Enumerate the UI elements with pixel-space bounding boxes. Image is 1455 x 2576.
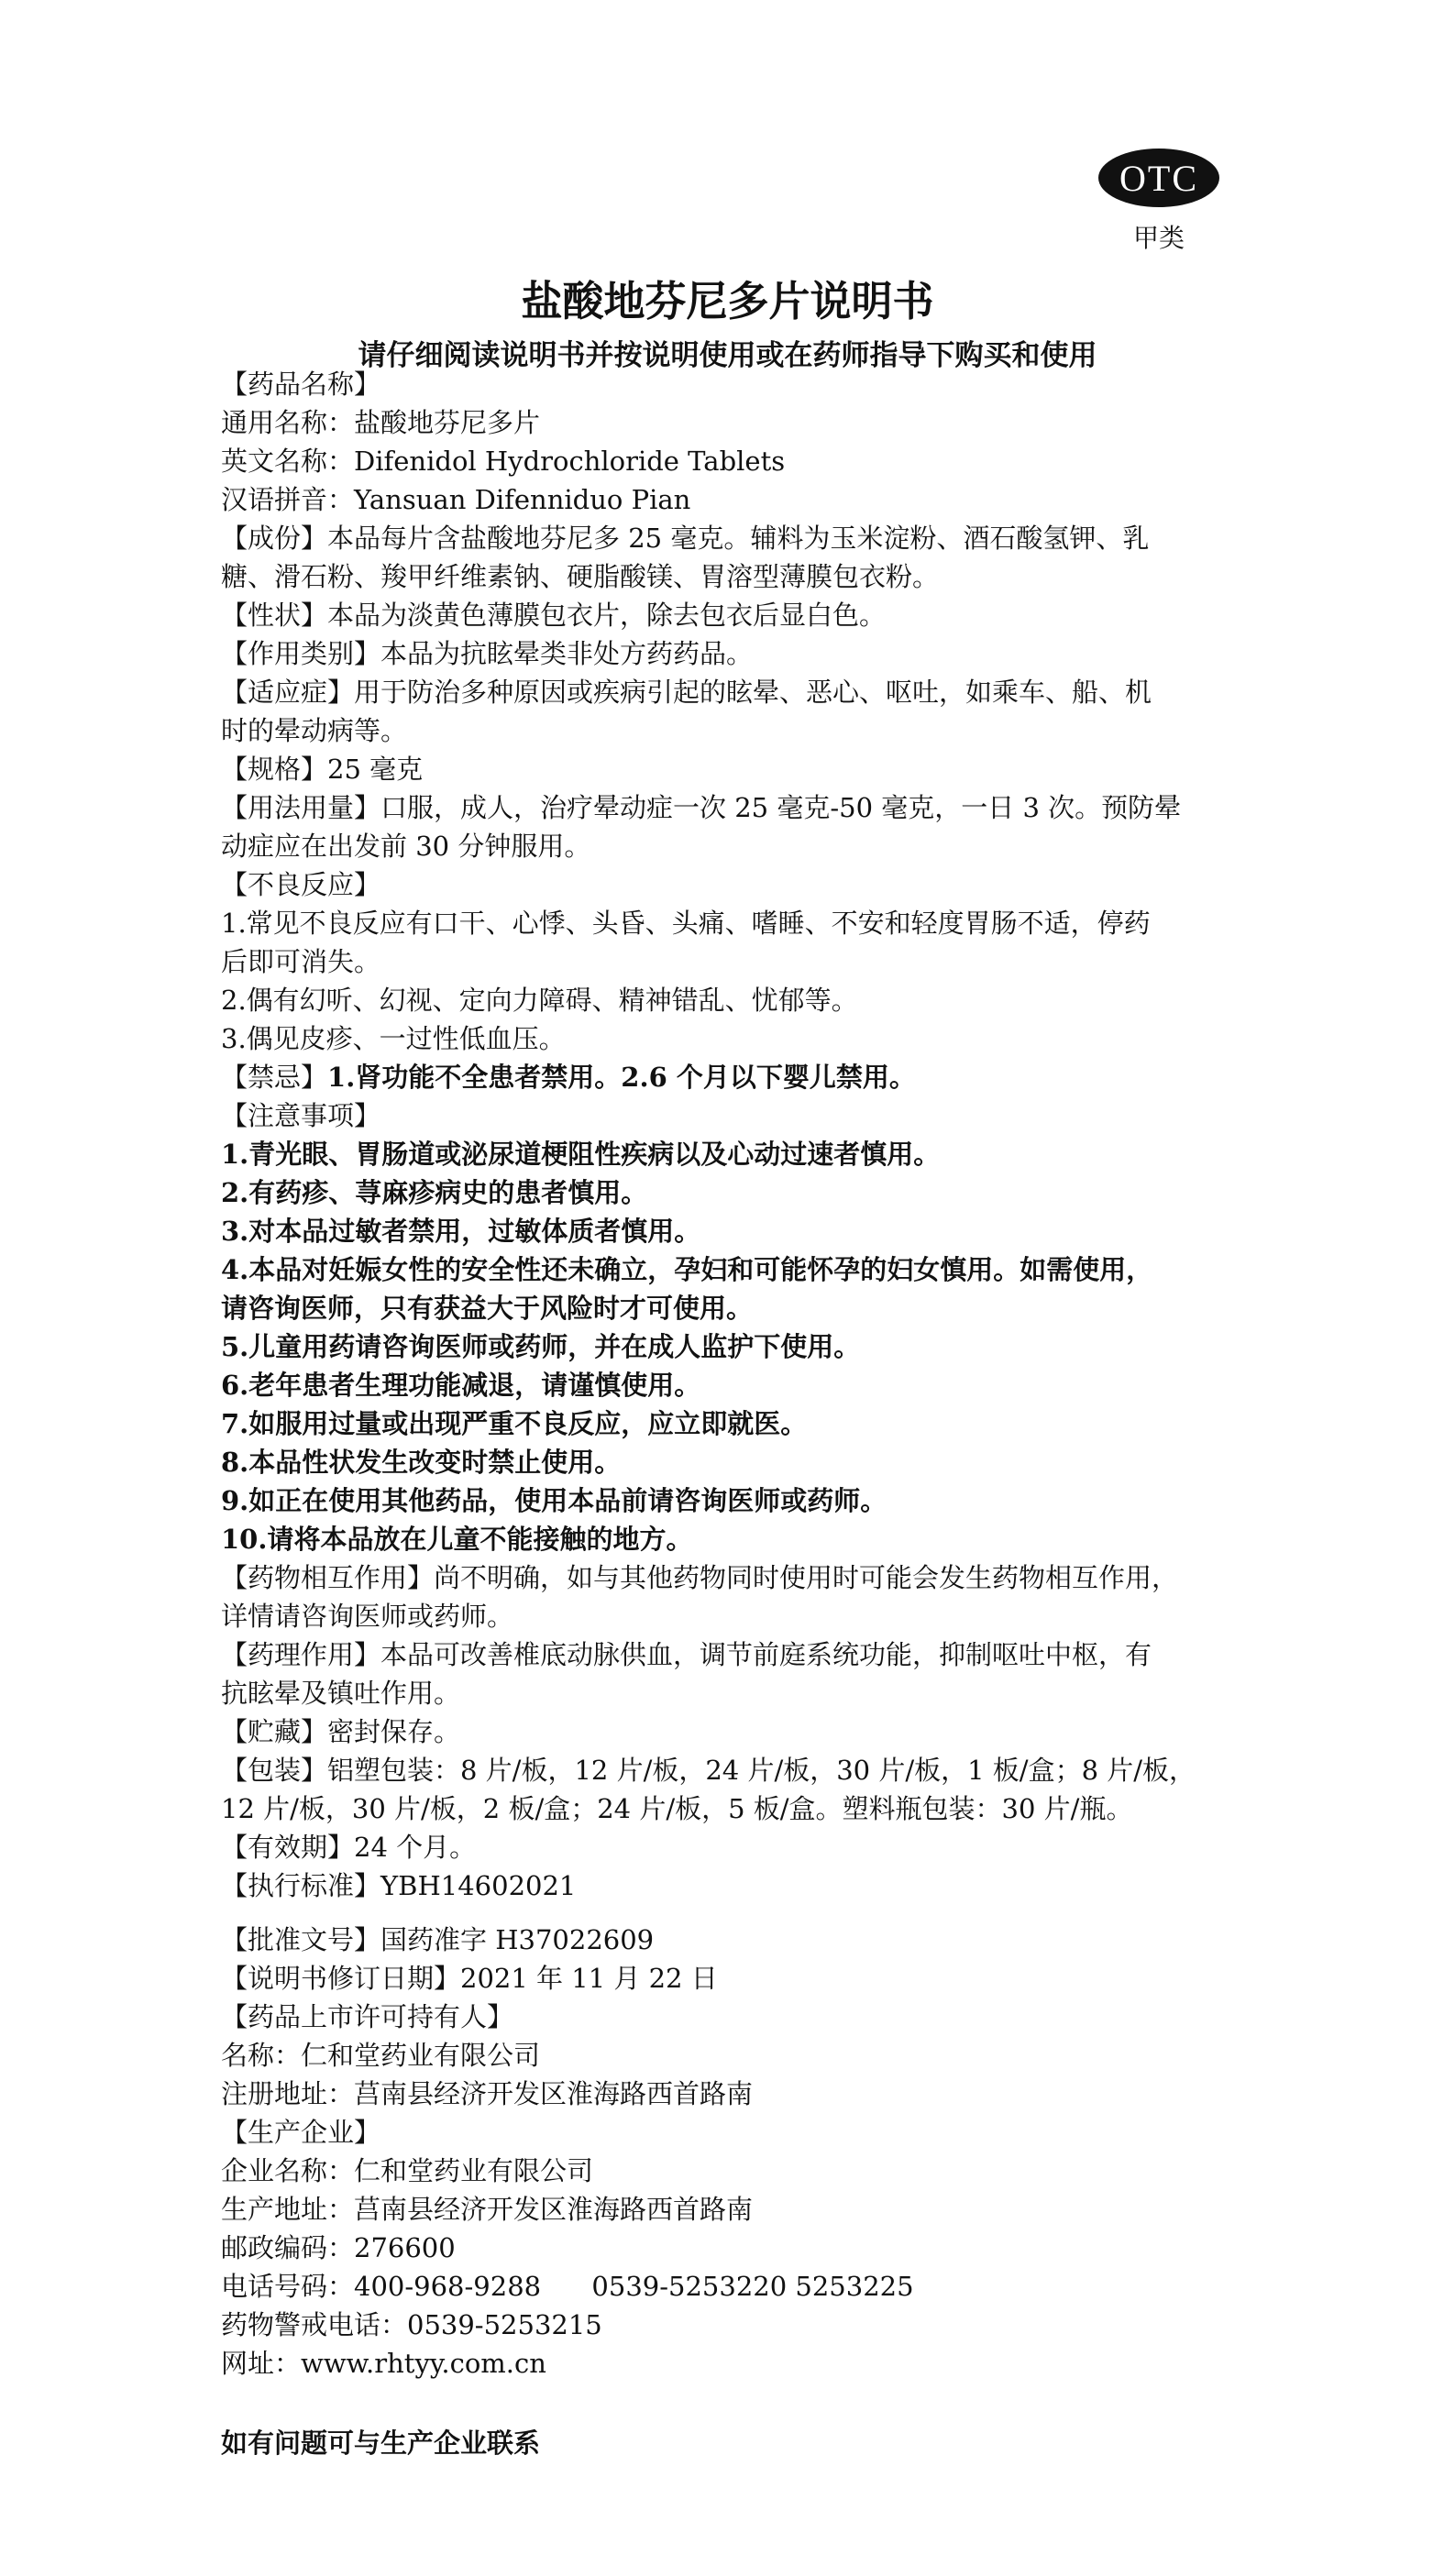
section-revision [221,1959,1248,1998]
section-pharmacology [221,1635,1248,1674]
precaution-item-8: 8.本品性状发生改变时禁止使用。 [221,1447,622,1478]
precaution-item-6: 6.老年患者生理功能减退，请谨慎使用。 [221,1370,701,1401]
indications-label: 【适应症】 [221,677,355,708]
approval-text: 国药准字 H37022609 [380,1924,655,1955]
composition-text-2: 糖、滑石粉、羧甲纤维素钠、硬脂酸镁、胃溶型薄膜包衣粉。 [221,561,940,592]
english-name: 英文名称：Difenidol Hydrochloride Tablets [221,446,786,477]
section-standard [221,1866,1248,1905]
interactions-text-1: 尚不明确，如与其他药物同时使用时可能会发生药物相互作用， [434,1562,1179,1593]
precaution-item-5: 5.儿童用药请咨询医师或药师，并在成人监护下使用。 [221,1331,861,1362]
adverse-item-1a: 1.常见不良反应有口干、心悸、头昏、头痛、嗜睡、不安和轻度胃肠不适，停药 [221,908,1151,939]
document-subtitle: 请仔细阅读说明书并按说明使用或在药师指导下购买和使用 [358,339,1097,372]
indications-text-2: 时的晕动病等。 [221,715,408,746]
section-composition [221,519,1248,557]
pharmacology-label: 【药理作用】 [221,1639,381,1670]
section-category [221,634,1248,673]
manufacturer-address: 生产地址：莒南县经济开发区淮海路西首路南 [221,2194,754,2225]
approval-label: 【批准文号】 [221,1924,381,1955]
specification-text: 25 毫克 [327,754,424,785]
manufacturer-website: 网址：www.rhtyy.com.cn [221,2348,546,2379]
manufacturer-pv-phone: 药物警戒电话：0539-5253215 [221,2309,602,2340]
appearance-text: 本品为淡黄色薄膜包衣片，除去包衣后显白色。 [327,600,887,631]
manufacturer-phone: 电话号码：400-968-9288 0539-5253220 5253225 [221,2271,914,2302]
contraindications-label: 【禁忌】 [221,1062,328,1093]
specification-label: 【规格】 [221,754,328,785]
validity-label: 【有效期】 [221,1832,355,1863]
pinyin-name: 汉语拼音：Yansuan Difenniduo Pian [221,484,691,515]
revision-text: 2021 年 11 月 22 日 [460,1963,718,1994]
leaflet-body [221,365,1248,2462]
section-dosage [221,788,1248,827]
otc-class-label: 甲类 [1132,223,1185,253]
section-interactions [221,1558,1248,1597]
section-storage [221,1712,1248,1751]
generic-name: 通用名称：盐酸地芬尼多片 [221,407,541,438]
category-label: 【作用类别】 [221,638,381,669]
dosage-label: 【用法用量】 [221,792,381,823]
precaution-item-3: 3.对本品过敏者禁用，过敏体质者慎用。 [221,1216,701,1247]
mah-name: 名称：仁和堂药业有限公司 [221,2040,541,2071]
packaging-label: 【包装】 [221,1755,328,1786]
interactions-label: 【药物相互作用】 [221,1562,435,1593]
section-appearance [221,596,1248,634]
packaging-text-1: 铝塑包装：8 片/板，12 片/板，24 片/板，30 片/板，1 板/盒；8 片/板， [327,1755,1196,1786]
section-validity [221,1828,1248,1866]
section-specification [221,750,1248,788]
revision-label: 【说明书修订日期】 [221,1963,461,1994]
mah-address: 注册地址：莒南县经济开发区淮海路西首路南 [221,2078,754,2109]
section-indications [221,673,1248,711]
indications-text-1: 用于防治多种原因或疾病引起的眩晕、恶心、呕吐，如乘车、船、机 [354,677,1152,708]
appearance-label: 【性状】 [221,600,328,631]
category-text: 本品为抗眩晕类非处方药药品。 [380,638,754,669]
precaution-item-4b: 请咨询医师，只有获益大于风险时才可使用。 [221,1293,754,1324]
adverse-item-1b: 后即可消失。 [221,946,381,977]
section-manufacturer-label: 【生产企业】 [221,2117,381,2148]
standard-text: YBH14602021 [380,1870,577,1901]
manufacturer-postcode: 邮政编码：276600 [221,2232,456,2263]
precaution-item-1: 1.青光眼、胃肠道或泌尿道梗阻性疾病以及心动过速者慎用。 [221,1139,941,1170]
adverse-item-2: 2.偶有幻听、幻视、定向力障碍、精神错乱、忧郁等。 [221,985,858,1016]
otc-badge [1098,149,1219,207]
precaution-item-7: 7.如服用过量或出现严重不良反应，应立即就医。 [221,1408,808,1439]
otc-mark: OTC [1119,157,1198,199]
section-mah-label: 【药品上市许可持有人】 [221,2001,514,2032]
contact-note: 如有问题可与生产企业联系 [221,2427,541,2459]
validity-text: 24 个月。 [354,1832,477,1863]
precaution-item-2: 2.有药疹、荨麻疹病史的患者慎用。 [221,1177,648,1208]
adverse-item-3: 3.偶见皮疹、一过性低血压。 [221,1023,566,1054]
contraindications-text: 1.肾功能不全患者禁用。2.6 个月以下婴儿禁用。 [327,1062,916,1093]
interactions-text-2: 详情请咨询医师或药师。 [221,1601,514,1632]
section-adverse-label: 【不良反应】 [221,869,381,900]
precaution-item-10: 10.请将本品放在儿童不能接触的地方。 [221,1524,693,1555]
section-contraindications [221,1058,1248,1096]
spacer [221,2383,1248,2424]
spacer [221,1905,1248,1921]
precaution-item-4a: 4.本品对妊娠女性的安全性还未确立，孕妇和可能怀孕的妇女慎用。如需使用， [221,1254,1153,1285]
dosage-text-2: 动症应在出发前 30 分钟服用。 [221,831,591,862]
pharmacology-text-1: 本品可改善椎底动脉供血，调节前庭系统功能，抑制呕吐中枢，有 [380,1639,1152,1670]
section-drug-name-label: 【药品名称】 [221,369,381,400]
composition-label: 【成份】 [221,523,328,554]
storage-text: 密封保存。 [327,1716,461,1747]
section-precautions-label: 【注意事项】 [221,1100,381,1131]
dosage-text-1: 口服，成人，治疗晕动症一次 25 毫克-50 毫克，一日 3 次。预防晕 [380,792,1182,823]
standard-label: 【执行标准】 [221,1870,381,1901]
storage-label: 【贮藏】 [221,1716,328,1747]
composition-text-1: 本品每片含盐酸地芬尼多 25 毫克。辅料为玉米淀粉、酒石酸氢钾、乳 [327,523,1150,554]
section-approval [221,1921,1248,1959]
pharmacology-text-2: 抗眩晕及镇吐作用。 [221,1678,461,1709]
precaution-item-9: 9.如正在使用其他药品，使用本品前请咨询医师或药师。 [221,1485,887,1516]
section-packaging [221,1751,1248,1789]
document-title: 盐酸地芬尼多片说明书 [521,277,934,325]
manufacturer-name: 企业名称：仁和堂药业有限公司 [221,2155,594,2186]
packaging-text-2: 12 片/板，30 片/板，2 板/盒；24 片/板，5 板/盒。塑料瓶包装：30 片/瓶。 [221,1793,1133,1824]
